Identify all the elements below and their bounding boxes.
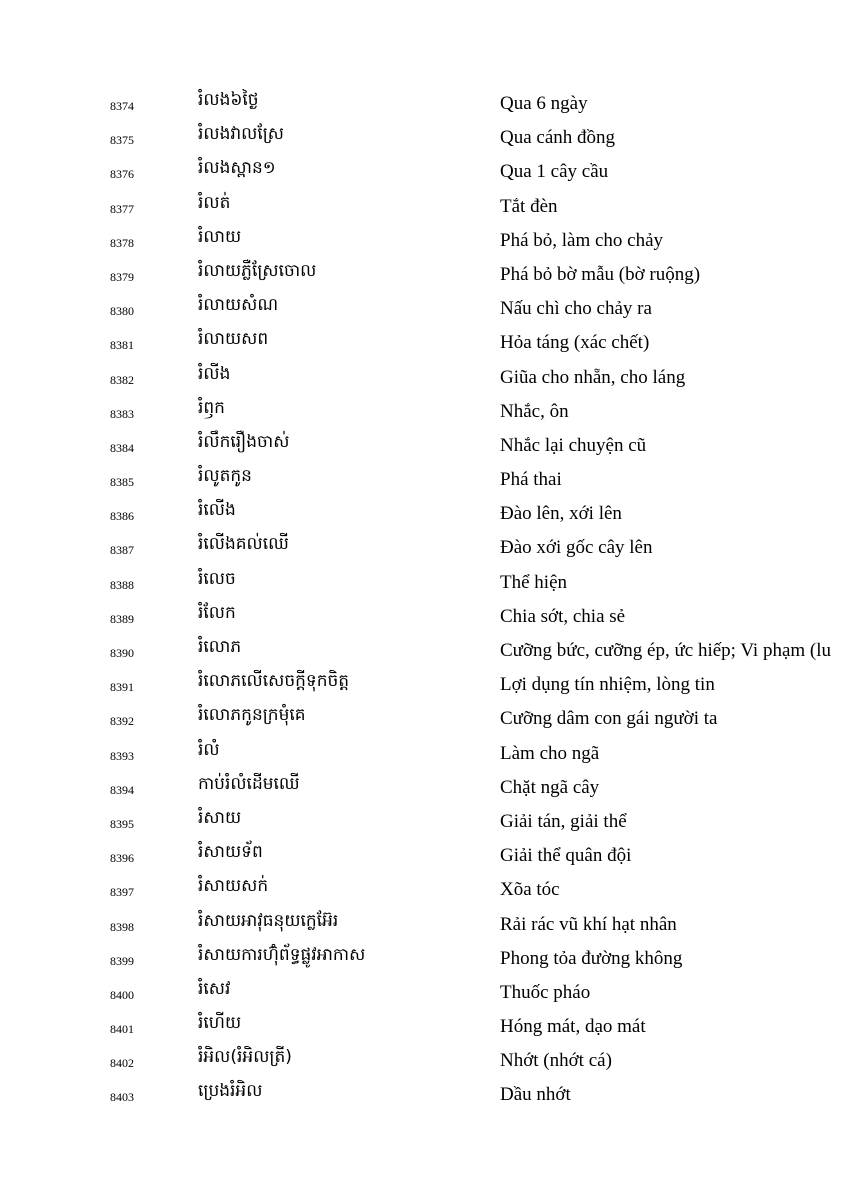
- entry-number: 8384: [110, 440, 134, 455]
- entry-number: 8402: [110, 1056, 134, 1071]
- vietnamese-translation: Đào xới gốc cây lên: [500, 537, 653, 559]
- entry-row: [0, 667, 848, 701]
- entry-row: [0, 701, 848, 735]
- entry-number: 8395: [110, 816, 134, 831]
- entry-row: [0, 496, 848, 530]
- vietnamese-translation: Hóng mát, dạo mát: [500, 1016, 646, 1038]
- khmer-term: រំសាយការហ៊ុំព័ទ្ធផ្លូវអាកាស: [198, 944, 366, 965]
- entry-row: [0, 291, 848, 325]
- vietnamese-translation: Tắt đèn: [500, 195, 558, 217]
- entry-number: 8390: [110, 646, 134, 660]
- khmer-term: រំលំ: [198, 739, 220, 760]
- vietnamese-translation: Đào lên, xới lên: [500, 503, 622, 525]
- vietnamese-translation: Giũa cho nhẵn, cho láng: [500, 366, 686, 388]
- vietnamese-translation: Xõa tóc: [500, 879, 560, 901]
- entry-row: [0, 941, 848, 975]
- vietnamese-translation: Thuốc pháo: [500, 981, 591, 1003]
- vietnamese-translation: Qua cánh đồng: [500, 127, 616, 149]
- entry-number: 8385: [110, 475, 134, 490]
- vietnamese-translation: Nhắc lại chuyện cũ: [500, 434, 647, 456]
- khmer-term: រំលោភកូនក្រមុំគេ: [198, 705, 306, 726]
- entry-row: [0, 633, 848, 667]
- entry-number: 8376: [110, 167, 134, 182]
- khmer-term: រំលេច: [198, 568, 236, 589]
- entry-number: 8381: [110, 338, 134, 353]
- vietnamese-translation: Nhắc, ôn: [500, 400, 569, 422]
- entry-row: [0, 838, 848, 872]
- entry-list: [0, 86, 848, 1112]
- khmer-term: រំលាយភ្លឺស្រែចោល: [198, 260, 317, 281]
- vietnamese-translation: Chia sớt, chia sẻ: [500, 605, 626, 627]
- entry-number: 8398: [110, 919, 134, 934]
- khmer-term: រំលោភ: [198, 637, 242, 657]
- khmer-term: រំលឹករឿងចាស់: [198, 431, 290, 452]
- vietnamese-translation: Cưỡng dâm con gái người ta: [500, 708, 718, 730]
- entry-number: 8388: [110, 577, 134, 592]
- khmer-term: រំសាយទ័ព: [198, 842, 263, 863]
- entry-number: 8379: [110, 269, 134, 284]
- vietnamese-translation: Phong tỏa đường không: [500, 947, 683, 969]
- entry-number: 8383: [110, 406, 134, 421]
- entry-number: 8375: [110, 133, 134, 148]
- entry-number: 8397: [110, 885, 134, 900]
- vietnamese-translation: Thể hiện: [500, 571, 568, 593]
- entry-row: [0, 257, 848, 291]
- entry-number: 8382: [110, 372, 134, 387]
- entry-number: 8393: [110, 748, 134, 763]
- entry-number: 8378: [110, 235, 134, 250]
- khmer-term: រំសាយអាវុធនុយក្លេអ៊ែរ: [198, 910, 339, 931]
- khmer-term: ប្រេងរំអិល: [198, 1081, 263, 1102]
- entry-row: [0, 565, 848, 599]
- khmer-term: រំហើយ: [198, 1013, 242, 1034]
- entry-row: [0, 770, 848, 804]
- entry-row: [0, 189, 848, 223]
- entry-number: 8403: [110, 1090, 134, 1105]
- entry-row: [0, 223, 848, 257]
- khmer-term: រំលីង: [198, 363, 231, 384]
- entry-number: 8400: [110, 987, 134, 1002]
- khmer-term: រំលាយ: [198, 226, 242, 247]
- khmer-term: រំលូតកូន: [198, 466, 252, 487]
- entry-row: [0, 975, 848, 1009]
- entry-row: [0, 1043, 848, 1077]
- entry-row: [0, 1009, 848, 1043]
- khmer-term: រំអិល(រំអិលត្រី): [198, 1047, 292, 1068]
- entry-row: [0, 736, 848, 770]
- vietnamese-translation: Phá bỏ bờ mẫu (bờ ruộng): [500, 263, 701, 285]
- khmer-term: រំលង៦ថ្ងៃ: [198, 90, 259, 110]
- khmer-term: រំសាយ: [198, 807, 242, 828]
- entry-number: 8396: [110, 851, 134, 866]
- vietnamese-translation: Phá bỏ, làm cho chảy: [500, 229, 664, 251]
- khmer-term: រំលោភលើសេចក្តីទុកចិត្ត: [198, 671, 350, 692]
- vietnamese-translation: Rải rác vũ khí hạt nhân: [500, 913, 677, 935]
- entry-row: [0, 428, 848, 462]
- vietnamese-translation: Giải thể quân đội: [500, 845, 632, 867]
- khmer-term: រំលងវាលស្រែ: [198, 124, 284, 145]
- khmer-term: កាប់រំលំដើមឈើ: [198, 773, 300, 794]
- vietnamese-translation: Phá thai: [500, 469, 562, 491]
- entry-row: [0, 360, 848, 394]
- vietnamese-translation: Qua 6 ngày: [500, 93, 588, 114]
- entry-row: [0, 907, 848, 941]
- khmer-term: រំលងស្ពាន១: [198, 158, 276, 179]
- entry-row: [0, 1077, 848, 1111]
- entry-number: 8377: [110, 201, 134, 216]
- vietnamese-translation: Cưỡng bức, cưỡng ép, ức hiếp; Vi phạm (lu: [500, 640, 832, 661]
- entry-row: [0, 86, 848, 120]
- khmer-term: រំលាយសព: [198, 329, 269, 350]
- vietnamese-translation: Giải tán, giải thể: [500, 810, 627, 832]
- khmer-term: រំឭក: [198, 397, 225, 418]
- entry-row: [0, 325, 848, 359]
- entry-row: [0, 462, 848, 496]
- entry-row: [0, 154, 848, 188]
- khmer-term: រំលើងគល់ឈើ: [198, 534, 289, 555]
- khmer-term: រំលាយសំណ: [198, 295, 279, 316]
- vietnamese-translation: Dầu nhớt: [500, 1084, 571, 1106]
- entry-number: 8386: [110, 509, 134, 524]
- entry-number: 8394: [110, 782, 134, 797]
- vietnamese-translation: Làm cho ngã: [500, 742, 600, 764]
- entry-number: 8401: [110, 1022, 134, 1037]
- vietnamese-translation: Qua 1 cây cầu: [500, 161, 609, 183]
- vietnamese-translation: Nhớt (nhớt cá): [500, 1050, 612, 1072]
- entry-number: 8391: [110, 680, 134, 695]
- khmer-term: រំសាយសក់: [198, 876, 269, 897]
- entry-number: 8389: [110, 611, 134, 626]
- entry-row: [0, 872, 848, 906]
- entry-number: 8380: [110, 304, 134, 319]
- entry-row: [0, 394, 848, 428]
- vietnamese-translation: Chặt ngã cây: [500, 776, 600, 798]
- entry-number: 8374: [110, 99, 134, 113]
- entry-row: [0, 599, 848, 633]
- khmer-term: រំលើង: [198, 500, 236, 521]
- khmer-term: រំលត់: [198, 192, 231, 213]
- vietnamese-translation: Hỏa táng (xác chết): [500, 332, 650, 354]
- entry-row: [0, 804, 848, 838]
- khmer-term: រំសេវ: [198, 978, 231, 999]
- entry-row: [0, 120, 848, 154]
- entry-row: [0, 530, 848, 564]
- entry-number: 8399: [110, 953, 134, 968]
- entry-number: 8387: [110, 543, 134, 558]
- khmer-term: រំលែក: [198, 602, 236, 623]
- vietnamese-translation: Lợi dụng tín nhiệm, lòng tin: [500, 674, 715, 696]
- entry-number: 8392: [110, 714, 134, 729]
- vietnamese-translation: Nấu chì cho chảy ra: [500, 298, 652, 320]
